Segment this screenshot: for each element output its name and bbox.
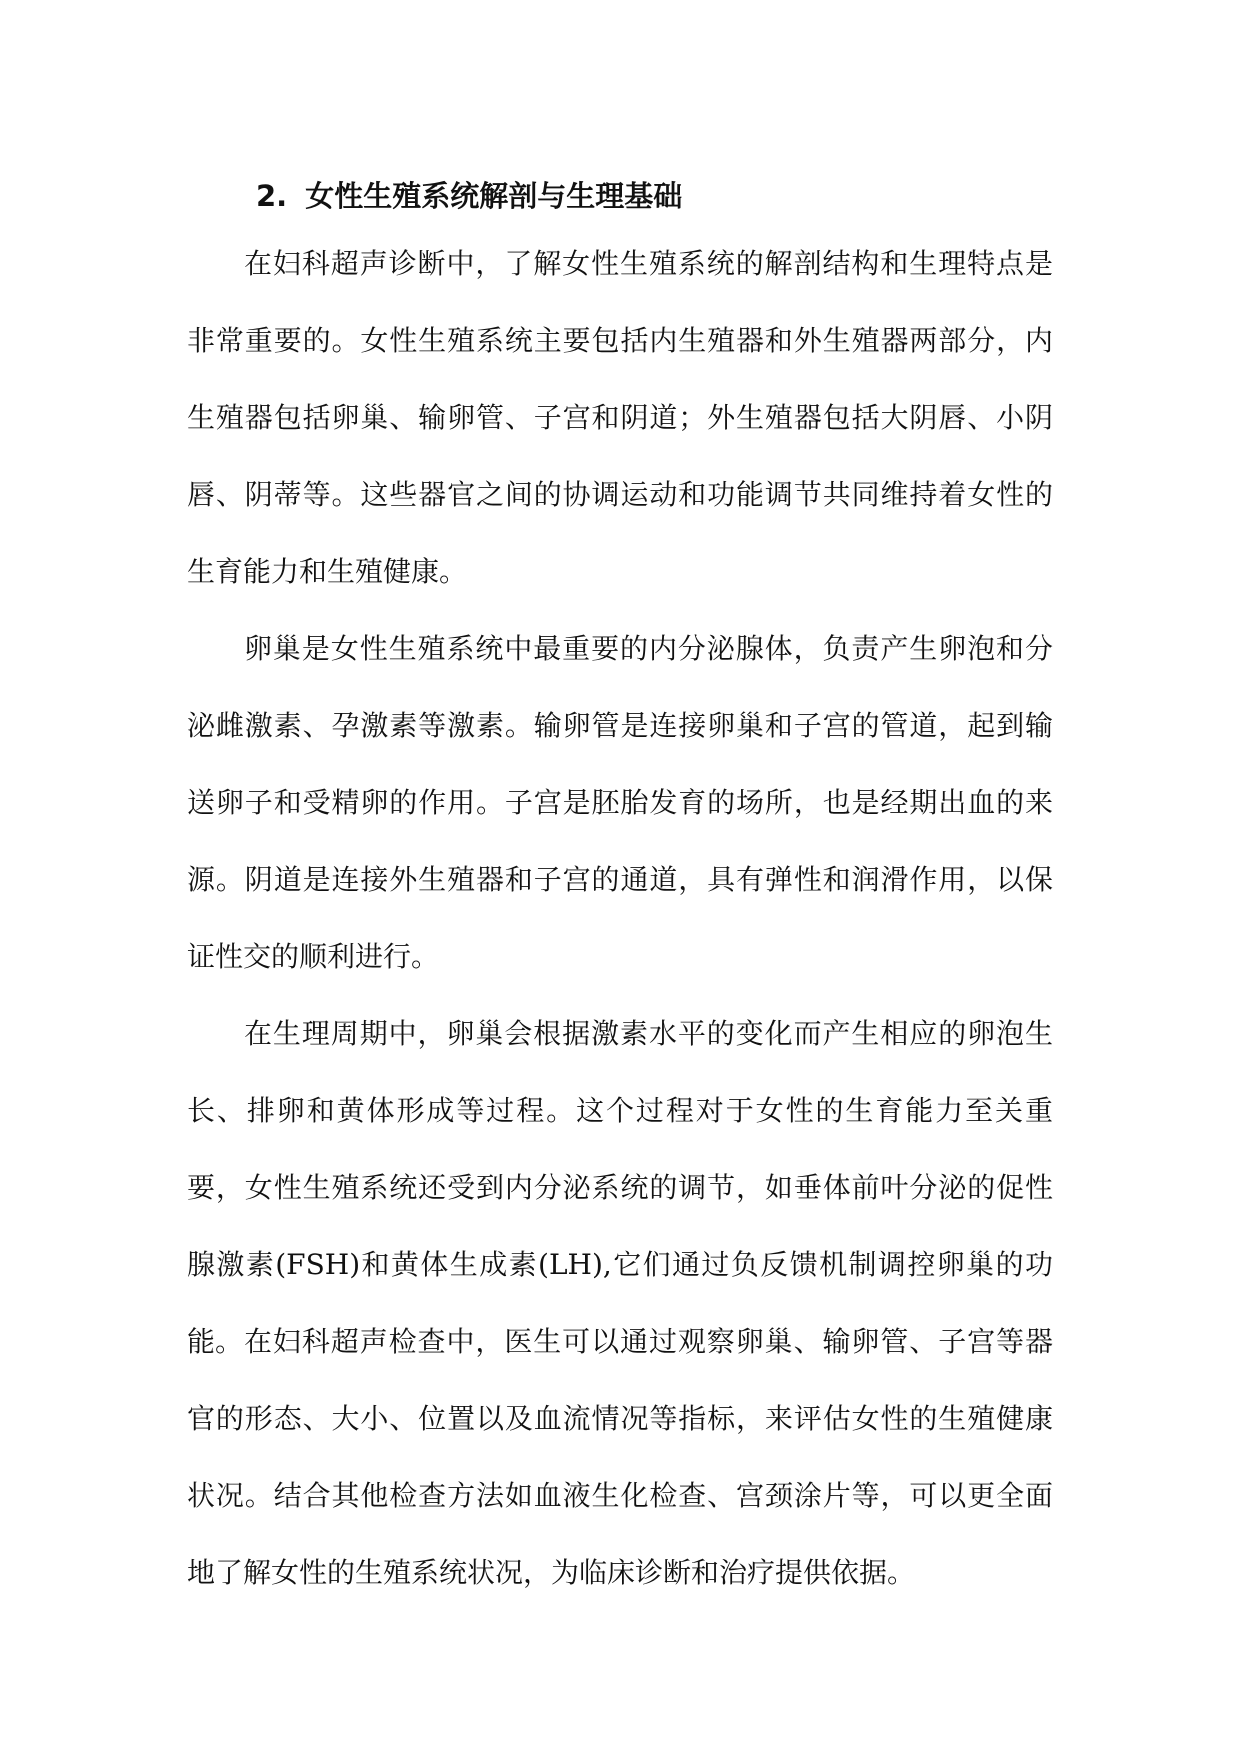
paragraph-organ-functions: 卵巢是女性生殖系统中最重要的内分泌腺体，负责产生卵泡和分泌雌激素、孕激素等激素。输卵管是连接卵巢和子宫的管道，起到输送卵子和受精卵的作用。子宫是胚胎发育的场所，也是经期出血的来源。阴道是连接外生殖器和子宫的通道，具有弹性和润滑作用，以保证性交的顺利进行。 <box>187 632 1053 973</box>
paragraph-physiological-cycle: 在生理周期中，卵巢会根据激素水平的变化而产生相应的卵泡生长、排卵和黄体形成等过程。这个过程对于女性的生育能力至关重要，女性生殖系统还受到内分泌系统的调节，如垂体前叶分泌的促性腺激素(FSH)和黄体生成素(LH),它们通过负反馈机制调控卵巢的功能。 <box>187 1017 1053 1358</box>
paragraph-anatomy-overview: 在妇科超声诊断中，了解女性生殖系统的解剖结构和生理特点是非常重要的。女性生殖系统主要包括内生殖器和外生殖器两部分，内生殖器包括卵巢、输卵管、子宫和阴道；外生殖器包括大阴唇、小阴唇、阴蒂等。这些器官之间的协调运动和功能调节共同维持着女性的生育能力和生殖健康。 <box>187 247 1053 588</box>
section-heading <box>256 174 1116 218</box>
section-title: 女性生殖系统解剖与生理基础 <box>305 179 683 214</box>
paragraph-ultrasound-examination: 在妇科超声检查中，医生可以通过观察卵巢、输卵管、子宫等器官的形态、大小、位置以及血流情况等指标，来评估女性的生殖健康状况。结合其他检查方法如血液生化检查、宫颈涂片等，可以更全面地了解女性的生殖系统状况，为临床诊断和治疗提供依据。 <box>187 1325 1053 1589</box>
section-number: 2. <box>256 179 288 214</box>
